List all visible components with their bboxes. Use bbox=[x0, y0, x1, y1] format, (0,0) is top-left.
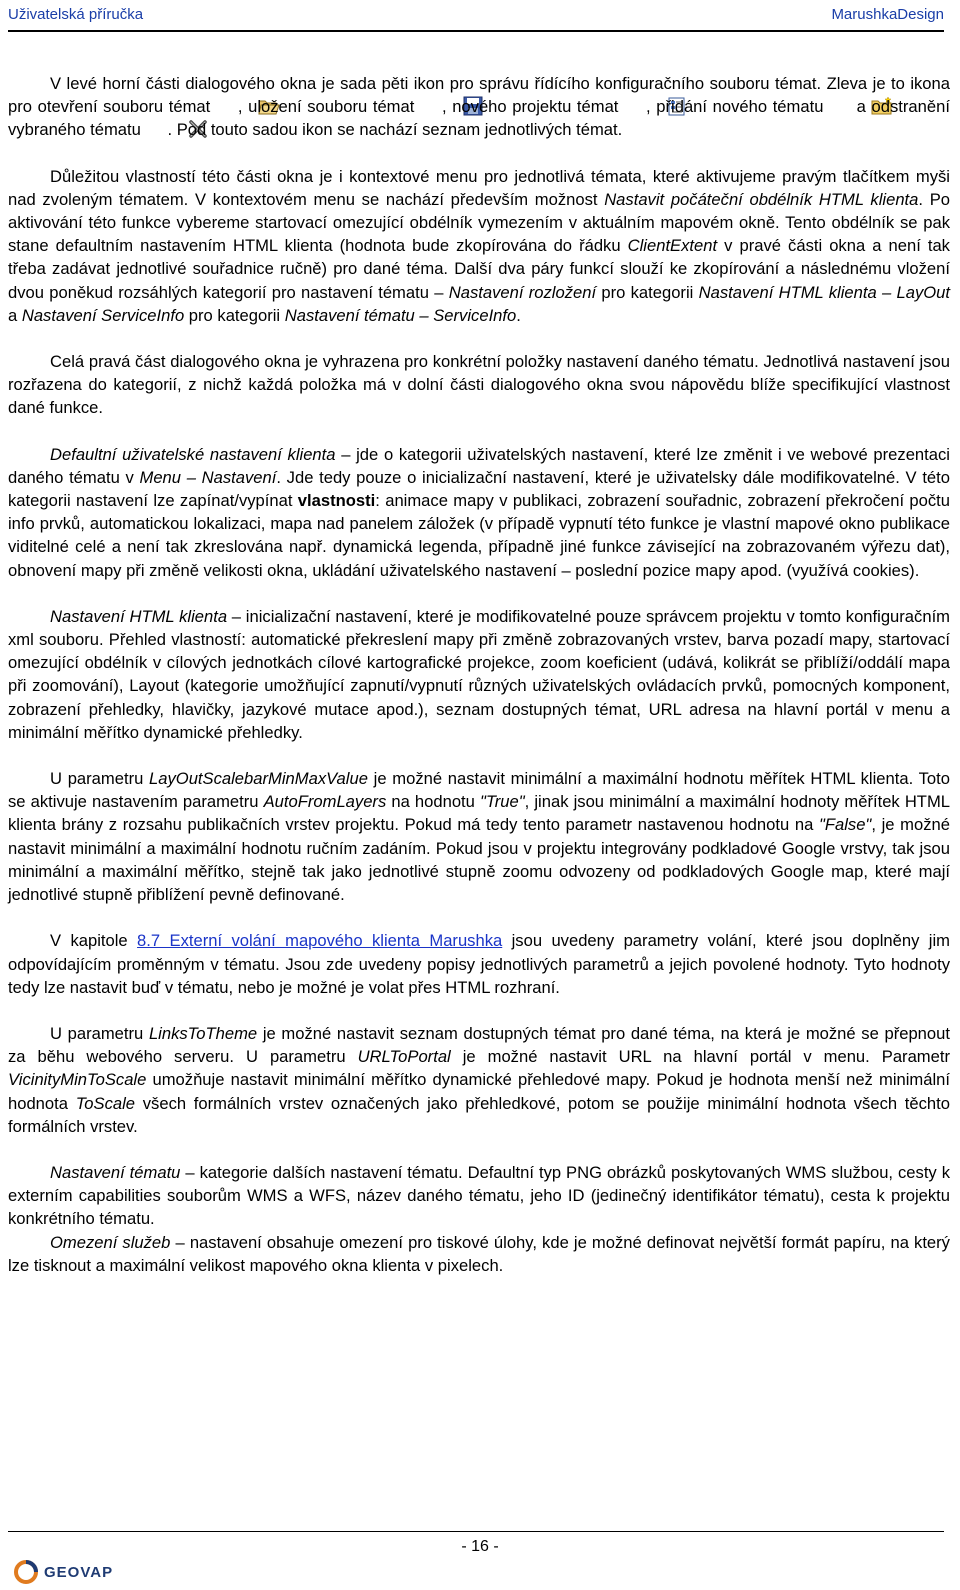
save-disk-icon bbox=[420, 96, 442, 116]
paragraph-theme-settings: Nastavení tématu – kategorie dalších nastavení tématu. Defaultní typ PNG obrázků poskytovaných WMS službou, cesty k externím capabilities souborům WMS a WFS, název daného tématu, jeho ID (jedinečný identifikátor tématu), cesta k projektu konkrétního tématu. bbox=[8, 1162, 950, 1229]
paragraph-html-client-settings: Nastavení HTML klienta – inicializační nastavení, které je modifikovatelné pouze správcem projektu v tomto konfiguračním xml souboru. Přehled vlastností: automatické překreslení mapy při změně zobrazovaných vrstev, barva pozadí mapy, startovací omezující obdélník v cílových jednotkách cílové kartografické projekce, zoom koeficient (udává, kolikrát se přiblíží/oddálí mapa při zoomování), Layout (kategorie umožňující zapnutí/vypnutí různých uživatelských ovládacích prvků, pomocných komponent, zobrazení přehledky, hlavičky, jazykové mutace apod.), seznam dostupných témat, URL adresa na hlavní portál v menu a minimální měřítko dynamické přehledky. bbox=[8, 606, 950, 742]
logo-text: GEOVAP bbox=[44, 1563, 114, 1581]
paragraph-icons: V levé horní části dialogového okna je sada pěti ikon pro správu řídícího konfiguračního souboru témat. Zleva je to ikona pro otevření souboru témat , uložení souboru témat , nového projektu témat , přidání nového tématu a odstranění vybraného tématu . Pod touto sadou ikon se nachází seznam jednotlivých témat. bbox=[8, 74, 950, 140]
paragraph-default-user-settings: Defaultní uživatelské nastavení klienta – jde o kategorii uživatelských nastavení, které lze změnit i ve webové prezentaci daného tématu v Menu – Nastavení. Jde tedy pouze o inicializační nastavení, které je uživatelsky dále modifikovatelné. V této kategorii nastavení lze zapínat/vypínat vlastnosti: animace mapy v publikaci, zobrazení souřadnic, zobrazení překročení počtu info prvků, automatickou lokalizaci, mapa nad panelem záložek (v případě vypnutí této funkce je vlastní mapové okno publikace viditelné celé a není tak zkreslována např. dynamická legenda, případně jiné funkce závisející na zobrazovaném výřezu dat), obnovení mapy při změně velikosti okna, ukládání uživatelského nastavení – poslední pozice mapy apod. (využívá cookies). bbox=[8, 444, 951, 580]
page-header bbox=[8, 0, 944, 32]
header-product: MarushkaDesign bbox=[831, 6, 944, 23]
paragraph-right-part: Celá pravá část dialogového okna je vyhrazena pro konkrétní položky nastavení daného tématu. Jednotlivá nastavení jsou rozřazena do kategorií, z nichž každá položka má v dolní části dialogového okna svou nápovědu blíže specifikující vlastnost dané funkce. bbox=[8, 352, 950, 418]
paragraph-links-to-theme: U parametru LinksToTheme je možné nastavit seznam dostupných témat pro dané téma, na která je možné se přepnout za běhu webového serveru. U parametru URLToPortal je možné nastavit URL na hlavní portál v menu. Parametr VicinityMinToScale umožňuje nastavit minimální měřítko dynamické přehledové mapy. Pokud je hodnota menší než minimální hodnota ToScale všech formálních vrstev označených jako přehledkové, potom se použije minimální hodnota všech těchto formálních vrstev. bbox=[8, 1023, 950, 1136]
paragraph-service-limits: Omezení služeb – nastavení obsahuje omezení pro tiskové úlohy, kde je možné definovat největší formát papíru, na který lze tisknout a maximální velikost mapového okna klienta v pixelech. bbox=[8, 1232, 950, 1275]
open-folder-icon bbox=[216, 96, 238, 116]
document-body bbox=[8, 72, 950, 1277]
footer-divider bbox=[8, 1531, 944, 1532]
paragraph-context-menu: Důležitou vlastností této části okna je i kontextové menu pro jednotlivá témata, které aktivujeme pravým tlačítkem myši nad zvoleným tématem. V kontextovém menu se nachází především možnost Nastavit počáteční obdélník HTML klienta. Po aktivování této funkce vybereme startovací omezující obdélník vymezením v aktuálním mapovém okně. Tento obdélník se pak stane defaultním nastavením HTML klienta (hodnota bude zkopírována do řádku ClientExtent v pravé části okna a není tak třeba zadávat jednotlivé souřadnice ručně) pro dané téma. Další dva páry funkcí slouží ke zkopírování a následnému vložení dvou poněkud rozsáhlých kategorií pro nastavení tématu – Nastavení rozložení pro kategorii Nastavení HTML klienta – LayOut a Nastavení ServiceInfo pro kategorii Nastavení tématu – ServiceInfo. bbox=[8, 166, 950, 325]
add-theme-icon bbox=[829, 96, 851, 116]
page-number: - 16 - bbox=[461, 1538, 499, 1555]
paragraph-external-call: V kapitole 8.7 Externí volání mapového klienta Marushka jsou uvedeny parametry volání, které jsou doplněny jim odpovídajícím proměnným v tématu. Jsou zde uvedeny popisy jednotlivých parametrů a jejich povolené hodnoty. Tyto hodnoty tedy lze nastavit buď v tématu, nebo je možné je volat přes HTML rozhraní. bbox=[8, 931, 950, 997]
company-logo bbox=[14, 1560, 113, 1584]
delete-theme-icon bbox=[145, 119, 167, 139]
paragraph-scalebar: U parametru LayOutScalebarMinMaxValue je možné nastavit minimální a maximální hodnotu měřítek HTML klienta. Toto se aktivuje nastavením parametru AutoFromLayers na hodnotu "True", jinak jsou minimální a maximální hodnoty měřítek HTML klienta brány z rozsahu publikačních vrstev projektu. Pokud má tedy tento parametr nastavenou hodnotu na "False", je možné nastavit minimální a maximální hodnotu ručním zadáním. Pokud jsou v projektu integrovány podkladové Google vrstvy, tak jsou minimální a maximální měřítko, stejně tak jako jednotlivé stupně zoomu odvozeny od podkladových Google map, které mají jednotlivé stupně přiblížení pevně definované. bbox=[8, 769, 950, 905]
geovap-logo-icon bbox=[14, 1560, 38, 1584]
chapter-link[interactable]: 8.7 Externí volání mapového klienta Marushka bbox=[137, 931, 503, 951]
new-project-icon bbox=[624, 96, 646, 116]
header-title: Uživatelská příručka bbox=[8, 6, 144, 23]
